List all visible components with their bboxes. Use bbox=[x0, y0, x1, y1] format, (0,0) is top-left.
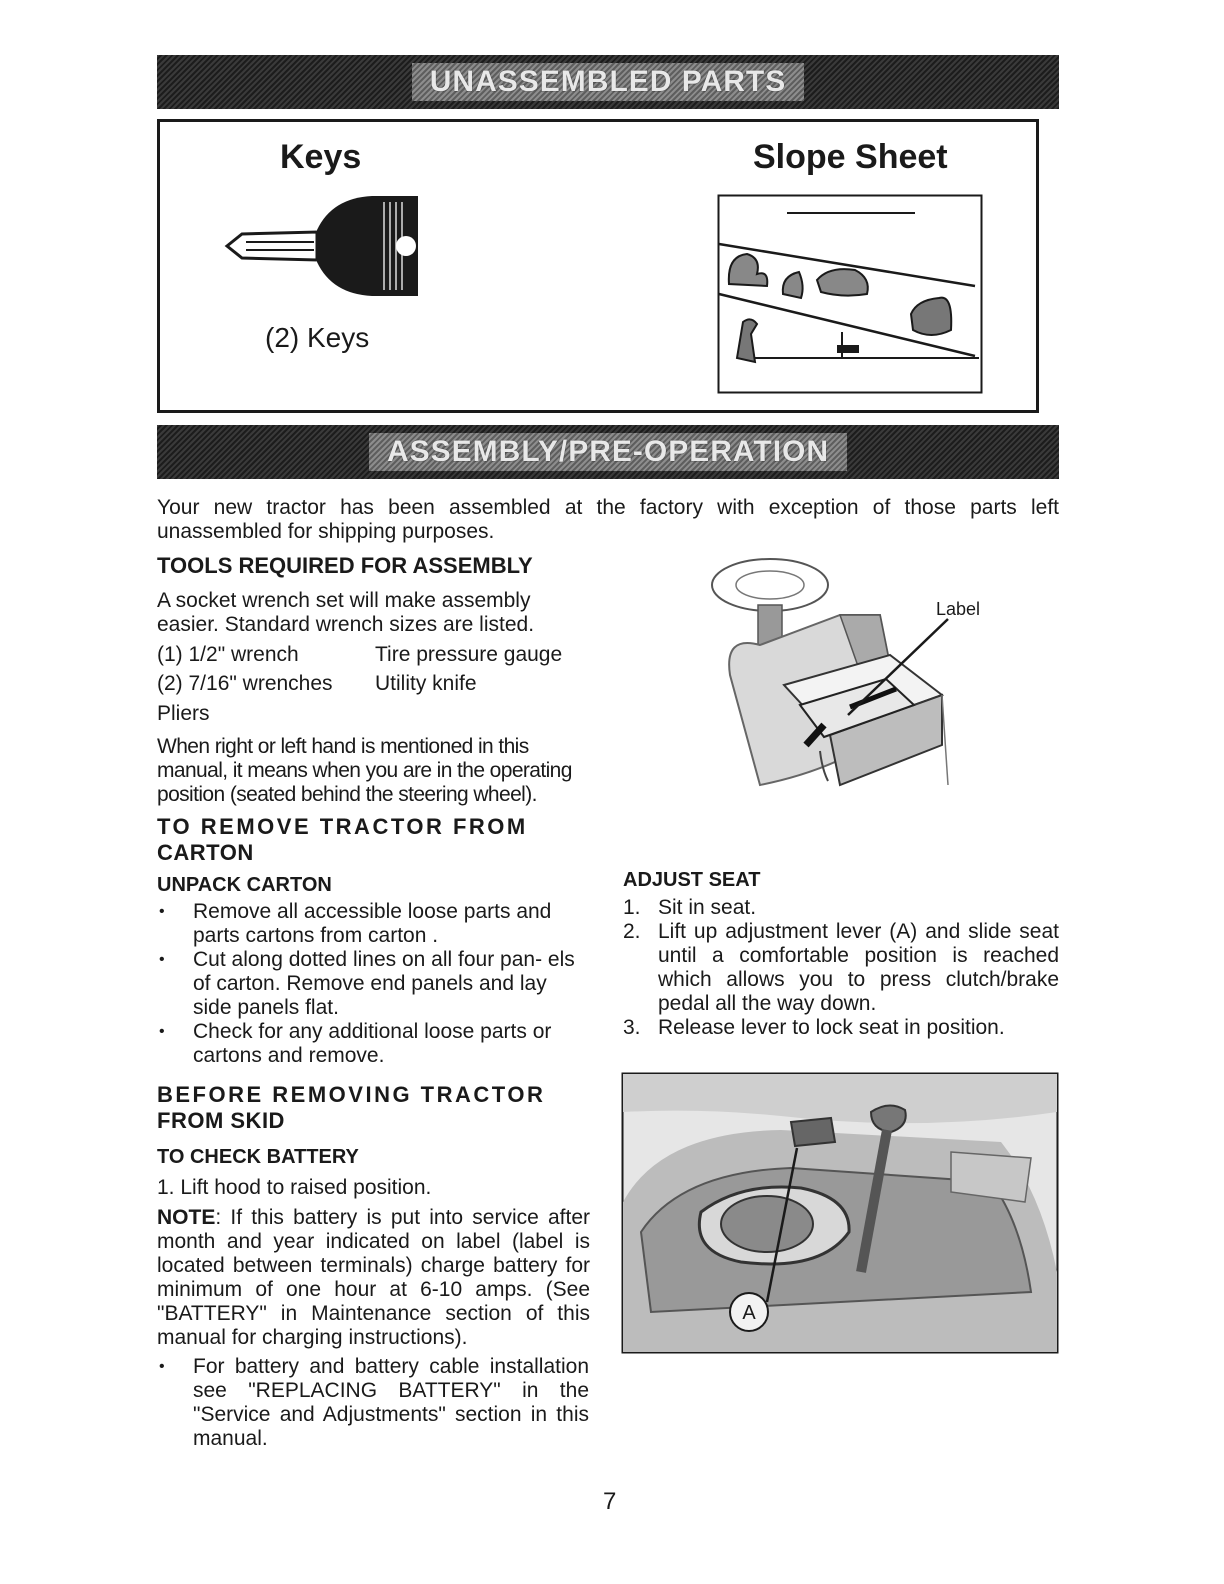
step-text: Sit in seat. bbox=[658, 896, 757, 919]
list-item: • Cut along dotted lines on all four pan- els of carton. Remove end panels and lay side panels flat. bbox=[157, 948, 589, 1020]
banner-unassembled-title: UNASSEMBLED PARTS bbox=[412, 63, 804, 101]
step-number: 3. bbox=[623, 1016, 641, 1039]
battery-label-text: Label bbox=[936, 599, 981, 619]
keys-title: Keys bbox=[280, 138, 362, 176]
battery-figure bbox=[700, 555, 1000, 825]
battery-step bbox=[157, 1176, 597, 1200]
note-text: : If this battery is put into service after month and year indicated on label (label is located between terminals) charge battery for minimum of one hour at 6-10 amps. (See "BATTERY" in Maintenance section of this manual for charging instructions). bbox=[157, 1206, 590, 1349]
page-number: 7 bbox=[603, 1488, 617, 1515]
tool-item: (2) 7/16" wrenches bbox=[157, 672, 333, 695]
banner-assembly-title: ASSEMBLY/PRE-OPERATION bbox=[369, 433, 847, 471]
battery-step-text: Lift hood to raised position. bbox=[180, 1176, 432, 1199]
tools-row bbox=[157, 643, 597, 667]
banner-unassembled-parts bbox=[157, 55, 1059, 109]
tool-item: Tire pressure gauge bbox=[375, 643, 563, 666]
list-item: • Remove all accessible loose parts and parts cartons from carton . bbox=[157, 900, 589, 948]
unpack-carton-heading: UNPACK CARTON bbox=[157, 874, 332, 896]
note-label: NOTE bbox=[157, 1206, 216, 1229]
skid-heading-line2: FROM SKID bbox=[157, 1108, 285, 1133]
battery-note bbox=[157, 1206, 590, 1350]
keys-caption: (2) Keys bbox=[265, 322, 370, 353]
tools-text: A socket wrench set will make assembly easier. Standard wrench sizes are listed. bbox=[157, 589, 535, 636]
banner-assembly-pre-operation bbox=[157, 425, 1059, 479]
step-text: Release lever to lock seat in position. bbox=[658, 1016, 1005, 1039]
step-text: Lift up adjustment lever (A) and slide seat until a comfortable position is reached which allows you to press clutch/brake pedal all the way down. bbox=[658, 920, 1059, 1015]
list-item bbox=[623, 1016, 1059, 1040]
slope-sheet-illustration bbox=[717, 194, 983, 394]
check-battery-heading: TO CHECK BATTERY bbox=[157, 1146, 359, 1168]
seat-lever-photo bbox=[621, 1072, 1059, 1354]
remove-heading-line1: TO REMOVE TRACTOR FROM bbox=[157, 814, 528, 839]
list-item bbox=[623, 920, 1059, 1016]
unpack-carton-list bbox=[157, 900, 589, 1068]
list-item: • For battery and battery cable installation see "REPLACING BATTERY" in the "Service and Adjustments" section in this manual. bbox=[157, 1355, 589, 1451]
key-icon bbox=[222, 190, 422, 302]
step-number: 1. bbox=[623, 896, 641, 919]
tool-item: Pliers bbox=[157, 702, 210, 725]
tool-item: (1) 1/2" wrench bbox=[157, 643, 299, 666]
slope-sheet-title: Slope Sheet bbox=[753, 138, 948, 176]
tool-item: Utility knife bbox=[375, 672, 477, 695]
adjust-seat-heading: ADJUST SEAT bbox=[623, 869, 761, 891]
remove-heading-line2: CARTON bbox=[157, 840, 254, 865]
callout-a-text: A bbox=[742, 1302, 756, 1324]
adjust-seat-steps bbox=[623, 896, 1059, 1040]
step-number: 2. bbox=[623, 920, 641, 943]
list-item: • Check for any additional loose parts or cartons and remove. bbox=[157, 1020, 589, 1068]
tools-row bbox=[157, 702, 597, 726]
battery-step-number: 1. bbox=[157, 1176, 175, 1199]
tools-row bbox=[157, 672, 597, 696]
list-item bbox=[623, 896, 1059, 920]
battery-install-list bbox=[157, 1355, 589, 1451]
intro-paragraph: Your new tractor has been assembled at the factory with exception of those parts left unassembled for shipping purposes. bbox=[157, 496, 1059, 543]
hand-note: When right or left hand is mentioned in this manual, it means when you are in the operating position (seated behind the steering wheel). bbox=[157, 735, 572, 806]
skid-heading-line1: BEFORE REMOVING TRACTOR bbox=[157, 1082, 546, 1107]
tools-heading: TOOLS REQUIRED FOR ASSEMBLY bbox=[157, 553, 533, 578]
